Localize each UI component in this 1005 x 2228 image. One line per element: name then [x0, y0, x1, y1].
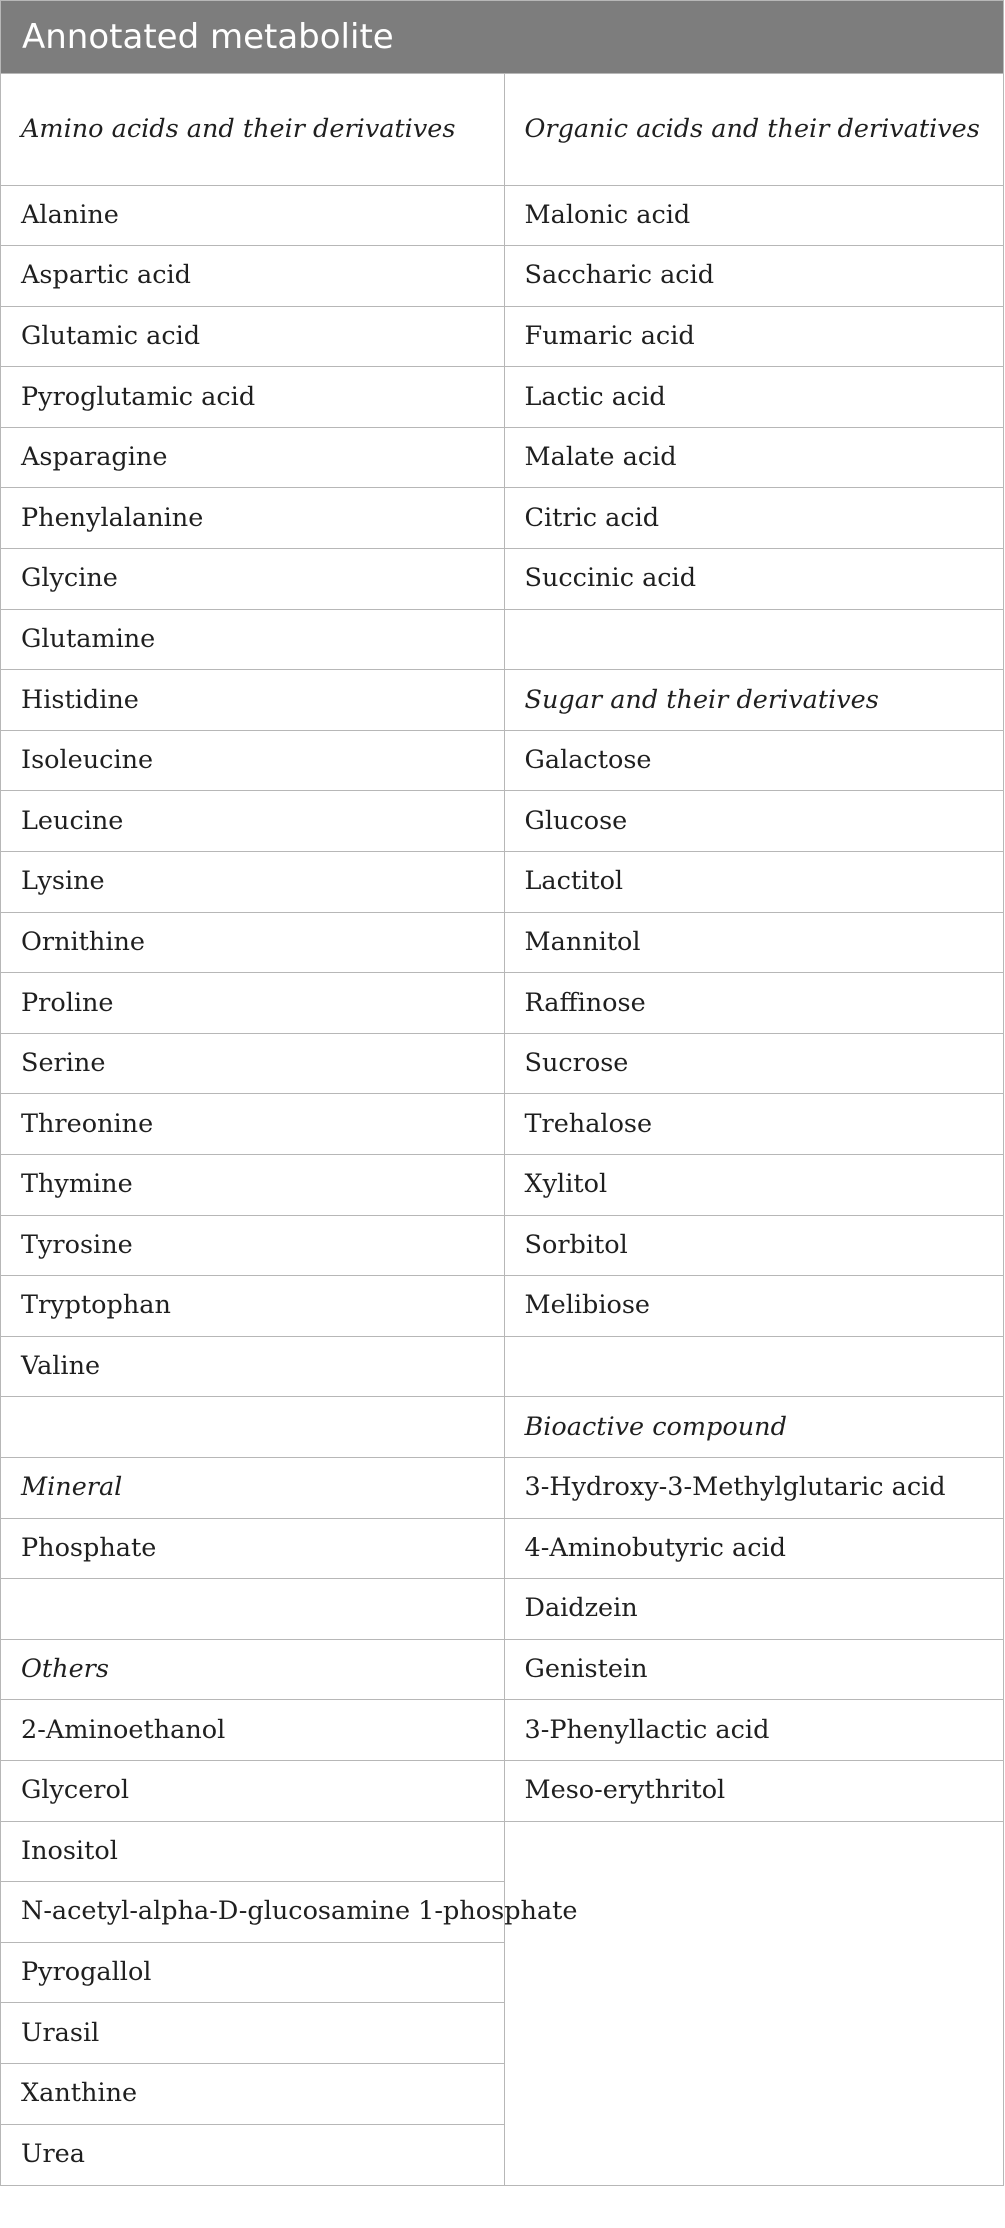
- metabolite-cell: Glucose: [504, 791, 1003, 852]
- metabolite-cell: Malonic acid: [504, 185, 1003, 246]
- table-row: [1, 1518, 1003, 1579]
- category-heading: Amino acids and their derivatives: [1, 74, 504, 185]
- metabolite-cell: Genistein: [504, 1639, 1003, 1700]
- metabolite-cell: Urea: [1, 2124, 504, 2185]
- table-row: [1, 1700, 1003, 1761]
- table-row: [1, 549, 1003, 610]
- metabolite-cell: Thymine: [1, 1155, 504, 1216]
- table-title: Annotated metabolite: [1, 1, 1003, 74]
- table-row: [1, 1094, 1003, 1155]
- table-row: [1, 1457, 1003, 1518]
- table-row: [1, 852, 1003, 913]
- metabolite-cell: Pyrogallol: [1, 1942, 504, 2003]
- table-row: [1, 1579, 1003, 1640]
- metabolite-cell: Meso-erythritol: [504, 1760, 1003, 1821]
- metabolite-cell: Phenylalanine: [1, 488, 504, 549]
- metabolite-cell: Mannitol: [504, 912, 1003, 973]
- table-row: [1, 1397, 1003, 1458]
- metabolite-cell: Asparagine: [1, 427, 504, 488]
- metabolite-cell: Succinic acid: [504, 549, 1003, 610]
- metabolite-cell: Daidzein: [504, 1579, 1003, 1640]
- metabolite-cell: Threonine: [1, 1094, 504, 1155]
- metabolite-cell: Proline: [1, 973, 504, 1034]
- table-row: [1, 306, 1003, 367]
- metabolite-cell: Galactose: [504, 730, 1003, 791]
- table-row: [1, 973, 1003, 1034]
- table-row: [1, 367, 1003, 428]
- grid-body: [1, 74, 1003, 2185]
- metabolite-cell: Pyroglutamic acid: [1, 367, 504, 428]
- metabolite-cell: Sucrose: [504, 1033, 1003, 1094]
- metabolite-cell: N-acetyl-alpha-D-glucosamine 1-phosphate: [1, 1882, 504, 1943]
- table-row: [1, 1276, 1003, 1337]
- metabolite-cell: Xylitol: [504, 1155, 1003, 1216]
- table-row: [1, 488, 1003, 549]
- metabolite-cell: Lactitol: [504, 852, 1003, 913]
- metabolite-cell: Trehalose: [504, 1094, 1003, 1155]
- table-row: [1, 185, 1003, 246]
- category-heading: Sugar and their derivatives: [504, 670, 1003, 731]
- table-row: [1, 670, 1003, 731]
- metabolite-cell: Phosphate: [1, 1518, 504, 1579]
- metabolite-cell: Glutamine: [1, 609, 504, 670]
- metabolite-cell: Ornithine: [1, 912, 504, 973]
- metabolite-cell: Sorbitol: [504, 1215, 1003, 1276]
- metabolite-cell: 2-Aminoethanol: [1, 1700, 504, 1761]
- metabolite-cell: 3-Phenyllactic acid: [504, 1700, 1003, 1761]
- metabolite-cell: Urasil: [1, 2003, 504, 2064]
- metabolite-cell: Fumaric acid: [504, 306, 1003, 367]
- empty-merged-cell: [504, 1821, 1003, 2185]
- table-row: [1, 246, 1003, 307]
- empty-cell: [504, 1336, 1003, 1397]
- table-row: [1, 74, 1003, 185]
- metabolite-cell: Malate acid: [504, 427, 1003, 488]
- metabolite-cell: Valine: [1, 1336, 504, 1397]
- category-heading: Others: [1, 1639, 504, 1700]
- table-row: [1, 912, 1003, 973]
- empty-cell: [504, 609, 1003, 670]
- table-row: [1, 427, 1003, 488]
- metabolite-cell: Inositol: [1, 1821, 504, 1882]
- table-row: [1, 791, 1003, 852]
- table-row: [1, 1215, 1003, 1276]
- metabolite-cell: Isoleucine: [1, 730, 504, 791]
- metabolite-cell: Raffinose: [504, 973, 1003, 1034]
- table-row: [1, 609, 1003, 670]
- metabolite-cell: 4-Aminobutyric acid: [504, 1518, 1003, 1579]
- metabolite-cell: 3-Hydroxy-3-Methylglutaric acid: [504, 1457, 1003, 1518]
- metabolite-cell: Alanine: [1, 185, 504, 246]
- metabolite-cell: Aspartic acid: [1, 246, 504, 307]
- table-row: [1, 1639, 1003, 1700]
- category-heading: Organic acids and their derivatives: [524, 113, 980, 144]
- metabolite-cell: Lysine: [1, 852, 504, 913]
- metabolite-cell: Glutamic acid: [1, 306, 504, 367]
- category-heading: Bioactive compound: [504, 1397, 1003, 1458]
- metabolite-cell: Xanthine: [1, 2063, 504, 2124]
- metabolite-cell: Histidine: [1, 670, 504, 731]
- empty-cell: [1, 1579, 504, 1640]
- metabolite-cell: Tryptophan: [1, 1276, 504, 1337]
- metabolite-cell: Glycine: [1, 549, 504, 610]
- metabolite-cell: Serine: [1, 1033, 504, 1094]
- category-heading: Mineral: [1, 1457, 504, 1518]
- table-row: [1, 730, 1003, 791]
- empty-cell: [1, 1397, 504, 1458]
- table-row: [1, 1336, 1003, 1397]
- metabolite-cell: Lactic acid: [504, 367, 1003, 428]
- table-row: [1, 1155, 1003, 1216]
- table-row: [1, 1821, 1003, 1882]
- metabolite-grid: [1, 74, 1003, 2185]
- table-row: [1, 1033, 1003, 1094]
- metabolite-cell: Glycerol: [1, 1760, 504, 1821]
- metabolite-cell: Tyrosine: [1, 1215, 504, 1276]
- metabolite-cell: Leucine: [1, 791, 504, 852]
- metabolite-cell: Saccharic acid: [504, 246, 1003, 307]
- metabolite-cell: Citric acid: [504, 488, 1003, 549]
- metabolite-cell: Melibiose: [504, 1276, 1003, 1337]
- table-row: [1, 1760, 1003, 1821]
